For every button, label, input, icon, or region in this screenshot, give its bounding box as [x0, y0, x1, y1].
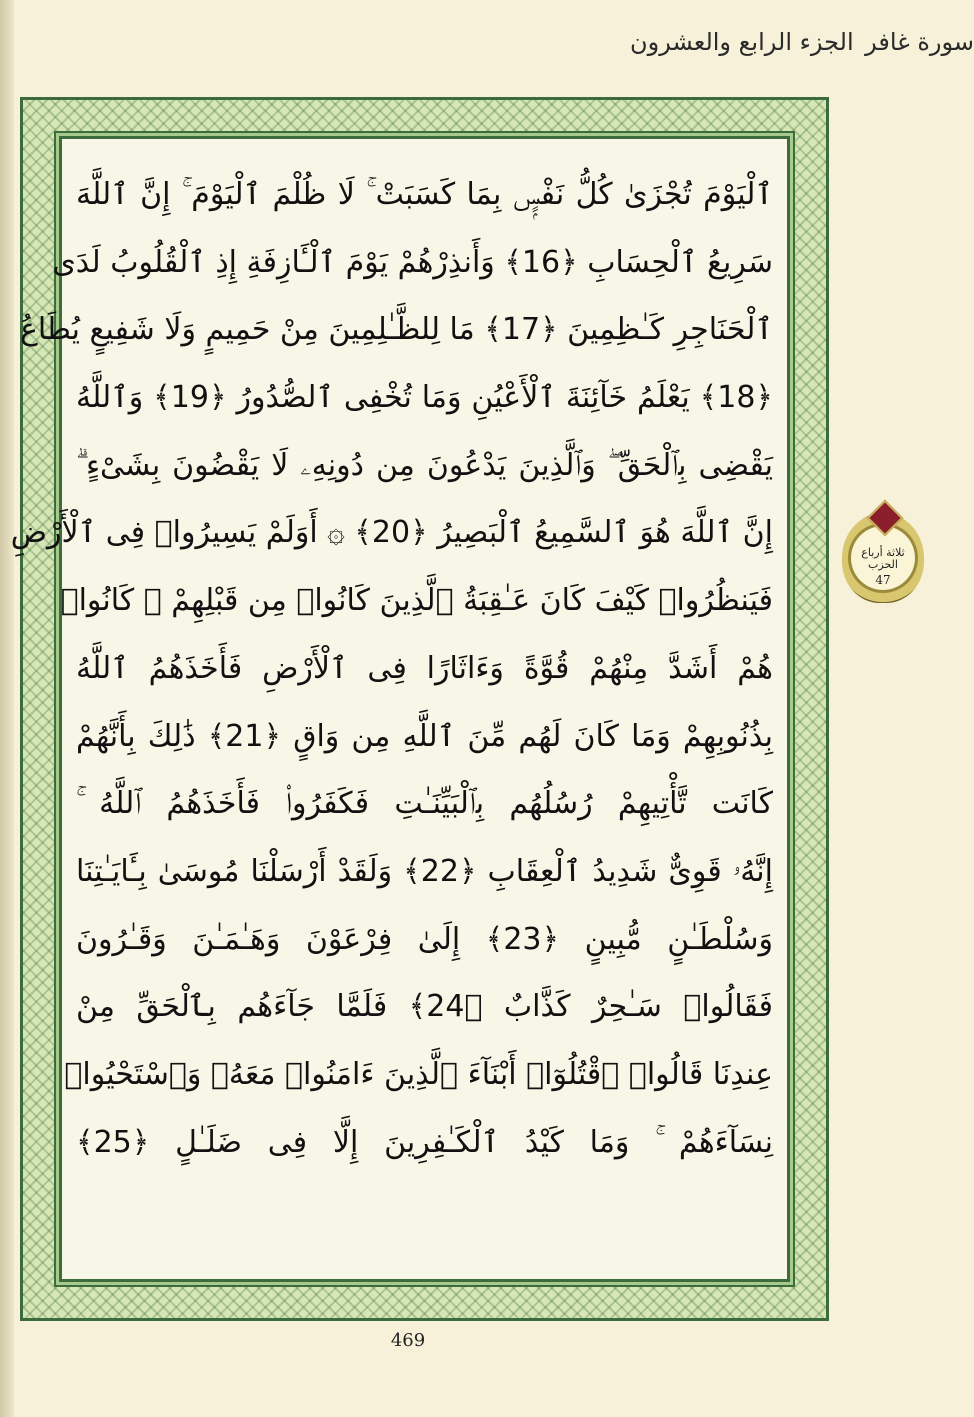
marker-ornament-icon	[867, 500, 904, 537]
text-line: ٱلْحَنَاجِرِ كَـٰظِمِينَ ﴿17﴾ مَا لِلظَّـٰلِمِينَ مِنْ حَمِيمٍ وَلَا شَفِيعٍ يُطَاعُ	[19, 312, 773, 348]
text-line: هُمْ أَشَدَّ مِنْهُمْ قُوَّةً وَءَاثَارًا فِى ٱلْأَرْضِ فَأَخَذَهُمُ ٱللَّهُ	[76, 650, 773, 686]
text-line: يَقْضِى بِٱلْحَقِّ ۖ وَٱلَّذِينَ يَدْعُونَ مِن دُونِهِۦ لَا يَقْضُونَ بِشَىْءٍ ۗ	[76, 447, 773, 483]
hizb-marker-label: ثلاثة أرباع الحزب	[861, 546, 905, 571]
text-line: عِندِنَا قَالُوا۟ ٱقْتُلُوٓا۟ أَبْنَآءَ ٱلَّذِينَ ءَامَنُوا۟ مَعَهُۥ وَٱسْتَحْيُوا۟	[64, 1056, 773, 1092]
text-line: ٱلْيَوْمَ تُجْزَىٰ كُلُّ نَفْسٍۭ بِمَا كَسَبَتْ ۚ لَا ظُلْمَ ٱلْيَوْمَ ۚ إِنَّ ٱللَّهَ	[76, 177, 773, 212]
text-line: وَسُلْطَـٰنٍ مُّبِينٍ ﴿23﴾ إِلَىٰ فِرْعَوْنَ وَهَـٰمَـٰنَ وَقَـٰرُونَ	[76, 921, 774, 957]
hizb-marker-number: 47	[875, 573, 891, 587]
text-line: سَرِيعُ ٱلْحِسَابِ ﴿16﴾ وَأَنذِرْهُمْ يَوْمَ ٱلْـَٔازِفَةِ إِذِ ٱلْقُلُوبُ لَدَى	[52, 244, 773, 280]
text-line: بِذُنُوبِهِمْ وَمَا كَانَ لَهُم مِّنَ ٱللَّهِ مِن وَاقٍ ﴿21﴾ ذَٰلِكَ بِأَنَّهُمْ	[76, 718, 773, 754]
hizb-marker	[842, 513, 924, 603]
text-line: نِسَآءَهُمْ ۚ وَمَا كَيْدُ ٱلْكَـٰفِرِينَ إِلَّا فِى ضَلَـٰلٍ ﴿25﴾	[76, 1124, 773, 1160]
page-number: 469	[390, 1330, 426, 1351]
page-edge	[0, 0, 14, 1417]
text-line: فَقَالُوا۟ سَـٰحِرٌ كَذَّابٌ ﴿24﴾ فَلَمَّا جَآءَهُم بِٱلْحَقِّ مِنْ	[76, 989, 773, 1025]
text-line: إِنَّ ٱللَّهَ هُوَ ٱلسَّمِيعُ ٱلْبَصِيرُ ﴿20﴾ ۞ أَوَلَمْ يَسِيرُوا۟ فِى ٱلْأَرْضِ	[10, 515, 773, 551]
ornamental-frame	[10, 97, 829, 1321]
text-line: إِنَّهُۥ قَوِىٌّ شَدِيدُ ٱلْعِقَابِ ﴿22﴾ وَلَقَدْ أَرْسَلْنَا مُوسَىٰ بِـَٔايَـٰتِنَا	[76, 853, 773, 889]
quran-text	[10, 161, 774, 1269]
text-line: فَيَنظُرُوا۟ كَيْفَ كَانَ عَـٰقِبَةُ ٱلَّذِينَ كَانُوا۟ مِن قَبْلِهِمْ ۚ كَانُوا۟	[60, 583, 773, 619]
juz-header: الجزء الرابع والعشرون	[630, 28, 854, 56]
text-line: كَانَت تَّأْتِيهِمْ رُسُلُهُم بِٱلْبَيِّنَـٰتِ فَكَفَرُوا۟ فَأَخَذَهُمُ ٱللَّهُ ۚ	[76, 786, 773, 822]
text-panel	[10, 136, 790, 1282]
surah-header: سورة غافر	[865, 28, 974, 56]
text-line: ﴿18﴾ يَعْلَمُ خَآئِنَةَ ٱلْأَعْيُنِ وَمَا تُخْفِى ٱلصُّدُورُ ﴿19﴾ وَٱللَّهُ	[76, 380, 773, 416]
